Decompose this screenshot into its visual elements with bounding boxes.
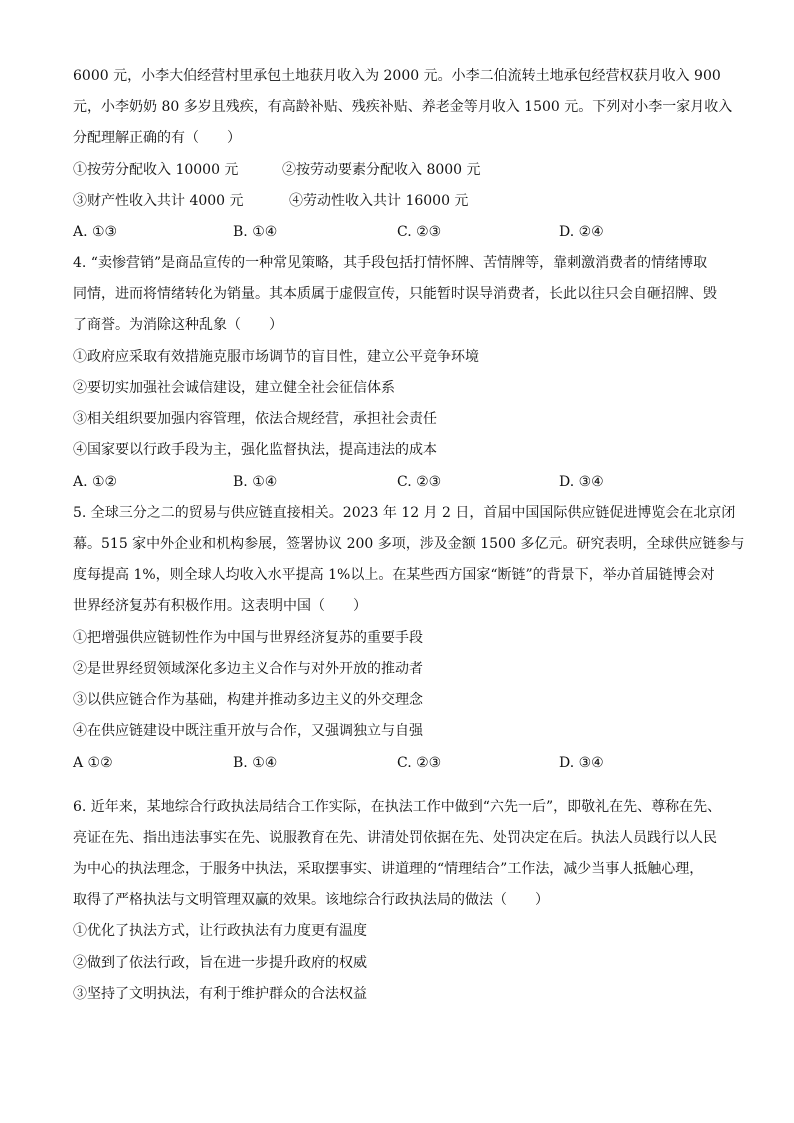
q5-stem-line-4: 世界经济复苏有积极作用。这表明中国（ ） bbox=[73, 598, 367, 614]
q4-item-1: ①政府应采取有效措施克服市场调节的盲目性，建立公平竞争环境 bbox=[73, 349, 479, 365]
q4-options bbox=[73, 472, 713, 492]
q5-stem-line-3: 度每提高 1%，则全球人均收入水平提高 1%以上。在某些西方国家“断链”的背景下，举办首届链博会对 bbox=[73, 567, 715, 583]
q4-item-2: ②要切实加强社会诚信建设，建立健全社会征信体系 bbox=[73, 380, 395, 396]
q6-item-1: ①优化了执法方式，让行政执法有力度更有温度 bbox=[73, 923, 367, 939]
q4-option-d[interactable]: D. ③④ bbox=[559, 474, 604, 490]
q4-option-c[interactable]: C. ②③ bbox=[397, 474, 442, 490]
q6-stem-line-1: 6. 近年来，某地综合行政执法局结合工作实际，在执法工作中做到“六先一后”，即敬礼在先、尊称在先、 bbox=[73, 799, 722, 815]
q4-item-3: ③相关组织要加强内容管理，依法合规经营，承担社会责任 bbox=[73, 411, 437, 427]
q5-option-c[interactable]: C. ②③ bbox=[397, 755, 442, 771]
q3-items-row-2 bbox=[73, 191, 713, 211]
q6-item-2: ②做到了依法行政，旨在进一步提升政府的权威 bbox=[73, 955, 367, 971]
q3-stem-line-1: 6000 元，小李大伯经营村里承包土地获月收入为 2000 元。小李二伯流转土地承包经营权获月收入 900 bbox=[73, 68, 721, 84]
q5-item-2: ②是世界经贸领域深化多边主义合作与对外开放的推动者 bbox=[73, 661, 423, 677]
q3-option-d[interactable]: D. ②④ bbox=[559, 224, 604, 240]
q6-stem-line-3: 为中心的执法理念，于服务中执法，采取摆事实、讲道理的“情理结合”工作法，减少当事人抵触心理， bbox=[73, 861, 704, 877]
q5-item-3: ③以供应链合作为基础，构建并推动多边主义的外交理念 bbox=[73, 692, 423, 708]
q5-options bbox=[73, 753, 713, 773]
q5-option-d[interactable]: D. ③④ bbox=[559, 755, 604, 771]
q3-items-row-1 bbox=[73, 160, 713, 180]
q6-stem-line-4: 取得了严格执法与文明管理双赢的效果。该地综合行政执法局的做法（ ） bbox=[73, 892, 549, 908]
q4-option-a[interactable]: A. ①② bbox=[73, 474, 118, 490]
q5-option-a[interactable]: A ①② bbox=[73, 755, 113, 771]
q3-option-c[interactable]: C. ②③ bbox=[397, 224, 442, 240]
q5-option-b[interactable]: B. ①④ bbox=[233, 755, 278, 771]
q3-option-a[interactable]: A. ①③ bbox=[73, 224, 118, 240]
q5-item-1: ①把增强供应链韧性作为中国与世界经济复苏的重要手段 bbox=[73, 630, 423, 646]
q3-stem-line-3: 分配理解正确的有（ ） bbox=[73, 130, 241, 146]
q4-option-b[interactable]: B. ①④ bbox=[233, 474, 278, 490]
q3-item-2: ②按劳动要素分配收入 8000 元 bbox=[282, 162, 481, 178]
q3-stem-line-2: 元，小李奶奶 80 多岁且残疾，有高龄补贴、残疾补贴、养老金等月收入 1500 元。下列对小李一家月收入 bbox=[73, 99, 733, 115]
q4-stem-line-2: 同情，进而将情绪转化为销量。其本质属于虚假宣传，只能暂时误导消费者，长此以往只会自砸招牌、毁 bbox=[73, 286, 717, 302]
q4-stem-line-3: 了商誉。为消除这种乱象（ ） bbox=[73, 317, 283, 333]
q5-stem-line-2: 幕。515 家中外企业和机构参展，签署协议 200 多项，涉及金额 1500 多亿元。研究表明，全球供应链参与 bbox=[73, 536, 745, 552]
q5-stem-line-1: 5. 全球三分之二的贸易与供应链直接相关。2023 年 12 月 2 日，首届中国国际供应链促进博览会在北京闭 bbox=[73, 505, 736, 521]
q5-item-4: ④在供应链建设中既注重开放与合作，又强调独立与自强 bbox=[73, 723, 423, 739]
q3-item-1: ①按劳分配收入 10000 元 bbox=[73, 162, 239, 178]
q3-option-b[interactable]: B. ①④ bbox=[233, 224, 278, 240]
q3-item-4: ④劳动性收入共计 16000 元 bbox=[289, 193, 469, 209]
q6-stem-line-2: 亮证在先、指出违法事实在先、说服教育在先、讲清处罚依据在先、处罚决定在后。执法人员践行以人民 bbox=[73, 830, 717, 846]
q3-options bbox=[73, 222, 713, 242]
q3-item-3: ③财产性收入共计 4000 元 bbox=[73, 193, 244, 209]
q4-stem-line-1: 4. “卖惨营销”是商品宣传的一种常见策略，其手段包括打情怀牌、苦情牌等，靠刺激消费者的情绪博取 bbox=[73, 255, 708, 271]
q4-item-4: ④国家要以行政手段为主，强化监督执法，提高违法的成本 bbox=[73, 442, 437, 458]
q6-item-3: ③坚持了文明执法，有利于维护群众的合法权益 bbox=[73, 986, 367, 1002]
